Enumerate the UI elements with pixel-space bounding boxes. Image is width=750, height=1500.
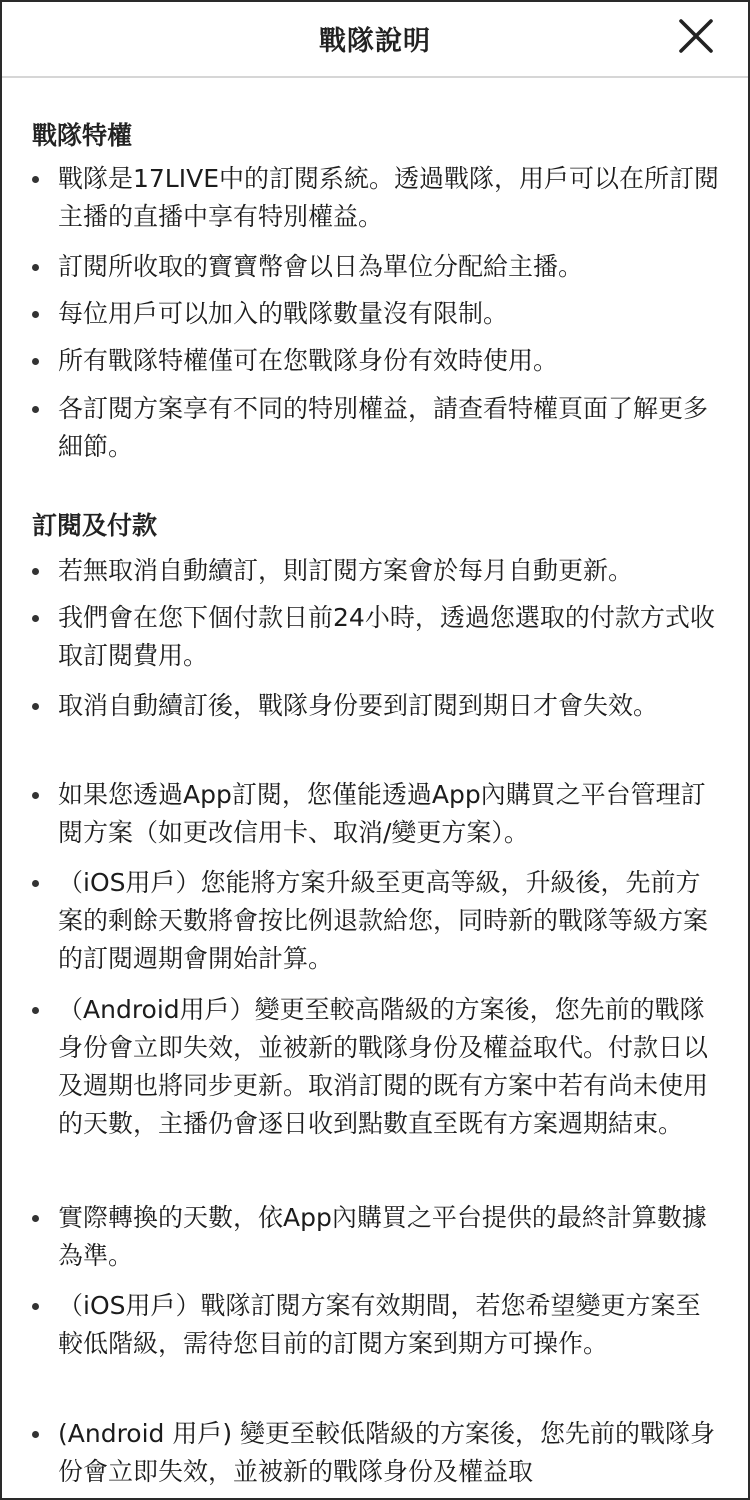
list-item: 所有戰隊特權僅可在您戰隊身份有效時使用。 — [32, 342, 722, 380]
close-button[interactable] — [674, 14, 718, 58]
page-title: 戰隊說明 — [319, 26, 431, 57]
list-item: 若無取消自動續訂，則訂閱方案會於每月自動更新。 — [32, 552, 722, 590]
section-title-privileges: 戰隊特權 — [32, 121, 133, 150]
modal-content[interactable] — [2, 78, 748, 1498]
section-title-subscription-payment: 訂閱及付款 — [32, 511, 158, 540]
list-item: (Android 用戶) 變更至較低階級的方案後，您先前的戰隊身份會立即失效，並被新的戰隊身份及權益取 — [32, 1415, 722, 1491]
list-item: 如果您透過App訂閱，您僅能透過App內購買之平台管理訂閱方案（如更改信用卡、取消/變更方案）。 — [32, 776, 722, 852]
list-item: （Android用戶）變更至較高階級的方案後，您先前的戰隊身份會立即失效，並被新的戰隊身份及權益取代。付款日以及週期也將同步更新。取消訂閱的既有方案中若有尚未使用的天數，主播仍會逐日收到點數直至既有方案週期結束。 — [32, 991, 722, 1143]
list-item: （iOS用戶）您能將方案升級至更高等級，升級後，先前方案的剩餘天數將會按比例退款給您，同時新的戰隊等級方案的訂閱週期會開始計算。 — [32, 864, 722, 978]
list-item: 我們會在您下個付款日前24小時，透過您選取的付款方式收取訂閱費用。 — [32, 599, 722, 675]
list-item: 每位用戶可以加入的戰隊數量沒有限制。 — [32, 295, 722, 333]
list-item: 實際轉換的天數，依App內購買之平台提供的最終計算數據為準。 — [32, 1199, 722, 1275]
list-item: 戰隊是17LIVE中的訂閱系統。透過戰隊，用戶可以在所訂閱主播的直播中享有特別權益。 — [32, 160, 722, 236]
list-item: 各訂閱方案享有不同的特別權益，請查看特權頁面了解更多細節。 — [32, 390, 722, 466]
modal-header — [2, 2, 748, 78]
list-item: 訂閱所收取的寶寶幣會以日為單位分配給主播。 — [32, 248, 722, 286]
list-item: （iOS用戶）戰隊訂閱方案有效期間，若您希望變更方案至較低階級，需待您目前的訂閱方案到期方可操作。 — [32, 1287, 722, 1363]
list-item: 取消自動續訂後，戰隊身份要到訂閱到期日才會失效。 — [32, 687, 722, 725]
close-icon — [674, 14, 718, 58]
